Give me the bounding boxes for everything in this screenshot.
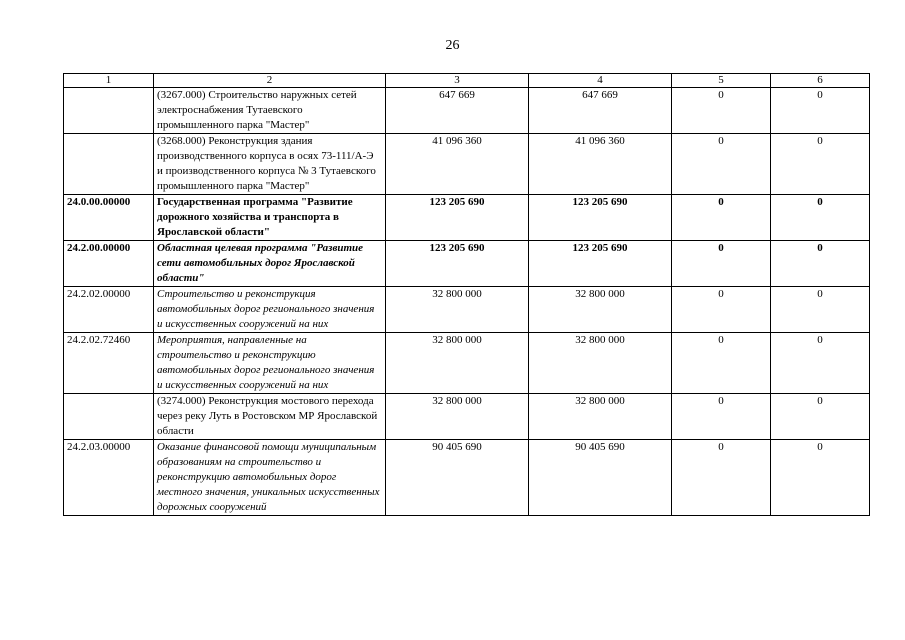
column-header-2: 2 xyxy=(154,74,386,88)
column-header-5: 5 xyxy=(672,74,771,88)
row-col5-value: 0 xyxy=(672,134,771,195)
row-col5-value: 0 xyxy=(672,440,771,516)
row-code: 24.0.00.00000 xyxy=(64,195,154,241)
table-row xyxy=(64,333,870,394)
row-col3-value: 41 096 360 xyxy=(386,134,529,195)
row-col6-value: 0 xyxy=(771,440,870,516)
row-col4-value: 32 800 000 xyxy=(529,287,672,333)
column-header-3: 3 xyxy=(386,74,529,88)
row-col4-value: 90 405 690 xyxy=(529,440,672,516)
row-code xyxy=(64,134,154,195)
column-header-1: 1 xyxy=(64,74,154,88)
table-row xyxy=(64,195,870,241)
table-row xyxy=(64,134,870,195)
row-col4-value: 32 800 000 xyxy=(529,333,672,394)
budget-table xyxy=(63,73,870,516)
row-name: Строительство и реконструкция автомобильных дорог регионального значения и искусственных сооружений на них xyxy=(154,287,386,333)
row-col4-value: 123 205 690 xyxy=(529,195,672,241)
row-code xyxy=(64,88,154,134)
row-col3-value: 123 205 690 xyxy=(386,195,529,241)
row-col6-value: 0 xyxy=(771,333,870,394)
row-col3-value: 32 800 000 xyxy=(386,287,529,333)
row-col3-value: 32 800 000 xyxy=(386,333,529,394)
row-name: Государственная программа "Развитие дорожного хозяйства и транспорта в Ярославской области" xyxy=(154,195,386,241)
header-row xyxy=(64,74,870,88)
row-col5-value: 0 xyxy=(672,333,771,394)
row-col3-value: 32 800 000 xyxy=(386,394,529,440)
row-col5-value: 0 xyxy=(672,394,771,440)
row-col6-value: 0 xyxy=(771,241,870,287)
column-header-4: 4 xyxy=(529,74,672,88)
row-col6-value: 0 xyxy=(771,287,870,333)
row-code xyxy=(64,394,154,440)
row-col3-value: 123 205 690 xyxy=(386,241,529,287)
row-col5-value: 0 xyxy=(672,195,771,241)
row-code: 24.2.03.00000 xyxy=(64,440,154,516)
row-name: Оказание финансовой помощи муниципальным образованиям на строительство и реконструкцию автомобильных дорог местного значения, уникальных искусственных дорожных сооружений xyxy=(154,440,386,516)
page-number: 26 xyxy=(445,38,460,53)
row-col6-value: 0 xyxy=(771,134,870,195)
column-header-6: 6 xyxy=(771,74,870,88)
row-name: (3268.000) Реконструкция здания производственного корпуса в осях 73-111/А-Э и производственного корпуса № 3 Тутаевского промышленного парка "Мастер" xyxy=(154,134,386,195)
row-name: Областная целевая программа "Развитие сети автомобильных дорог Ярославской области" xyxy=(154,241,386,287)
row-col3-value: 90 405 690 xyxy=(386,440,529,516)
table-row xyxy=(64,88,870,134)
row-code: 24.2.00.00000 xyxy=(64,241,154,287)
row-col6-value: 0 xyxy=(771,88,870,134)
table-row xyxy=(64,394,870,440)
row-col4-value: 647 669 xyxy=(529,88,672,134)
row-col4-value: 32 800 000 xyxy=(529,394,672,440)
row-col5-value: 0 xyxy=(672,287,771,333)
row-col5-value: 0 xyxy=(672,88,771,134)
row-col3-value: 647 669 xyxy=(386,88,529,134)
table-row xyxy=(64,241,870,287)
row-col5-value: 0 xyxy=(672,241,771,287)
row-col4-value: 41 096 360 xyxy=(529,134,672,195)
row-col6-value: 0 xyxy=(771,195,870,241)
row-name: Мероприятия, направленные на строительство и реконструкцию автомобильных дорог регионального значения и искусственных сооружений на них xyxy=(154,333,386,394)
row-name: (3274.000) Реконструкция мостового перехода через реку Луть в Ростовском МР Ярославской области xyxy=(154,394,386,440)
table-row xyxy=(64,287,870,333)
row-col6-value: 0 xyxy=(771,394,870,440)
row-col4-value: 123 205 690 xyxy=(529,241,672,287)
row-code: 24.2.02.72460 xyxy=(64,333,154,394)
table-row xyxy=(64,440,870,516)
row-code: 24.2.02.00000 xyxy=(64,287,154,333)
row-name: (3267.000) Строительство наружных сетей электроснабжения Тутаевского промышленного парка "Мастер" xyxy=(154,88,386,134)
